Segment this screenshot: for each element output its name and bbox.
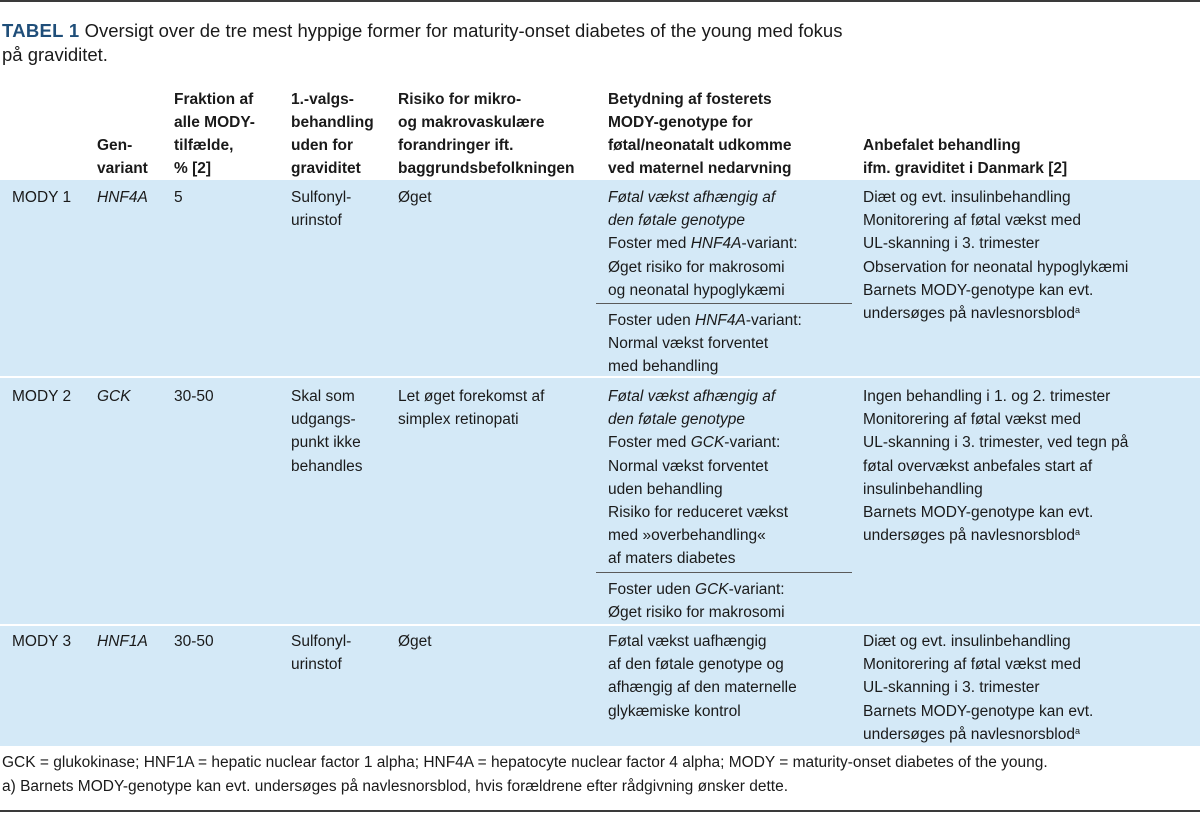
top-rule (0, 0, 1200, 2)
fetal-genotype-without-variant: Foster uden GCK-variant: Øget risiko for makrosomi (608, 581, 785, 622)
table-title: Oversigt over de tre mest hyppige former for maturity-onset diabetes of the young med fokus på graviditet. (2, 20, 843, 65)
vascular-risk: Let øget forekomst af simplex retinopati (398, 388, 545, 429)
fetal-genotype-without-variant: Foster uden HNF4A-variant: Normal vækst forventet med behandling (608, 312, 802, 376)
header-gene-variant: Gen- variant (97, 137, 148, 177)
recommendation: Ingen behandling i 1. og 2. trimester Monitorering af føtal vækst med UL-skanning i 3. trimester, ved tegn på føtal overvækst anbefales start af insulinbehandling Barnets MODY-genotype kan evt. undersøges på navlesnorsblod$^a$ (863, 388, 1129, 545)
footnote-a: a) Barnets MODY-genotype kan evt. undersøges på navlesnorsblod, hvis forældrene efter rådgivning ønsker dette. (2, 778, 789, 795)
header-fraction: Fraktion af alle MODY- tilfælde, % [2] (174, 91, 255, 177)
gene-variant: HNF4A (97, 189, 148, 206)
fraction-value: 5 (174, 189, 183, 206)
first-line-treatment: Sulfonyl- urinstof (291, 189, 352, 230)
cell-separator (596, 572, 852, 573)
abbreviations-footnote: GCK = glukokinase; HNF1A = hepatic nuclear factor 1 alpha; HNF4A = hepatocyte nuclear factor 4 alpha; MODY = maturity-onset diabetes of the young. (2, 754, 1048, 771)
header-recommendation: Anbefalet behandling ifm. graviditet i Danmark [2] (863, 137, 1068, 177)
fraction-value: 30-50 (174, 633, 214, 650)
cell-separator (596, 303, 852, 304)
mody-type: MODY 1 (12, 189, 72, 206)
footnote-marker: a (1074, 305, 1080, 316)
footnote-marker: a (1074, 527, 1080, 538)
header-first-line-treatment: 1.-valgs- behandling uden for graviditet (291, 91, 374, 177)
header-vascular-risk: Risiko for mikro- og makrovaskulære forandringer ift. baggrundsbefolkningen (398, 91, 575, 177)
table-label: TABEL 1 (2, 20, 80, 41)
header-fetal-genotype: Betydning af fosterets MODY-genotype for føtal/neonatalt udkomme ved maternel nedarvning (608, 91, 792, 177)
first-line-treatment: Sulfonyl- urinstof (291, 633, 352, 674)
mody-type: MODY 2 (12, 388, 72, 405)
vascular-risk: Øget (398, 189, 432, 206)
recommendation: Diæt og evt. insulinbehandling Monitorering af føtal vækst med UL-skanning i 3. trimester Observation for neonatal hypoglykæmi Barnets MODY-genotype kan evt. undersøges på navlesnorsblod$^a$ (863, 189, 1129, 323)
fetal-genotype-effect: Føtal vækst uafhængig af den føtale genotype og afhængig af den maternelle glykæmiske kontrol (608, 633, 797, 720)
first-line-treatment: Skal som udgangs- punkt ikke behandles (291, 388, 363, 475)
fetal-genotype-effect: Føtal vækst afhængig af den føtale genotype Foster med HNF4A-variant: Øget risiko for makrosomi og neonatal hypoglykæmi (608, 189, 798, 299)
gene-variant: HNF1A (97, 633, 148, 650)
recommendation: Diæt og evt. insulinbehandling Monitorering af føtal vækst med UL-skanning i 3. trimester Barnets MODY-genotype kan evt. undersøges på navlesnorsblod$^a$ (863, 633, 1094, 743)
fraction-value: 30-50 (174, 388, 214, 405)
bottom-rule (0, 810, 1200, 812)
footnote-marker: a (1074, 725, 1080, 736)
fetal-genotype-effect: Føtal vækst afhængig af den føtale genotype Foster med GCK-variant: Normal vækst forventet uden behandling Risiko for reduceret vækst med »overbehandling« af maters diabetes (608, 388, 789, 568)
vascular-risk: Øget (398, 633, 432, 650)
mody-type: MODY 3 (12, 633, 72, 650)
gene-variant: GCK (97, 388, 131, 405)
table-caption (2, 19, 862, 67)
